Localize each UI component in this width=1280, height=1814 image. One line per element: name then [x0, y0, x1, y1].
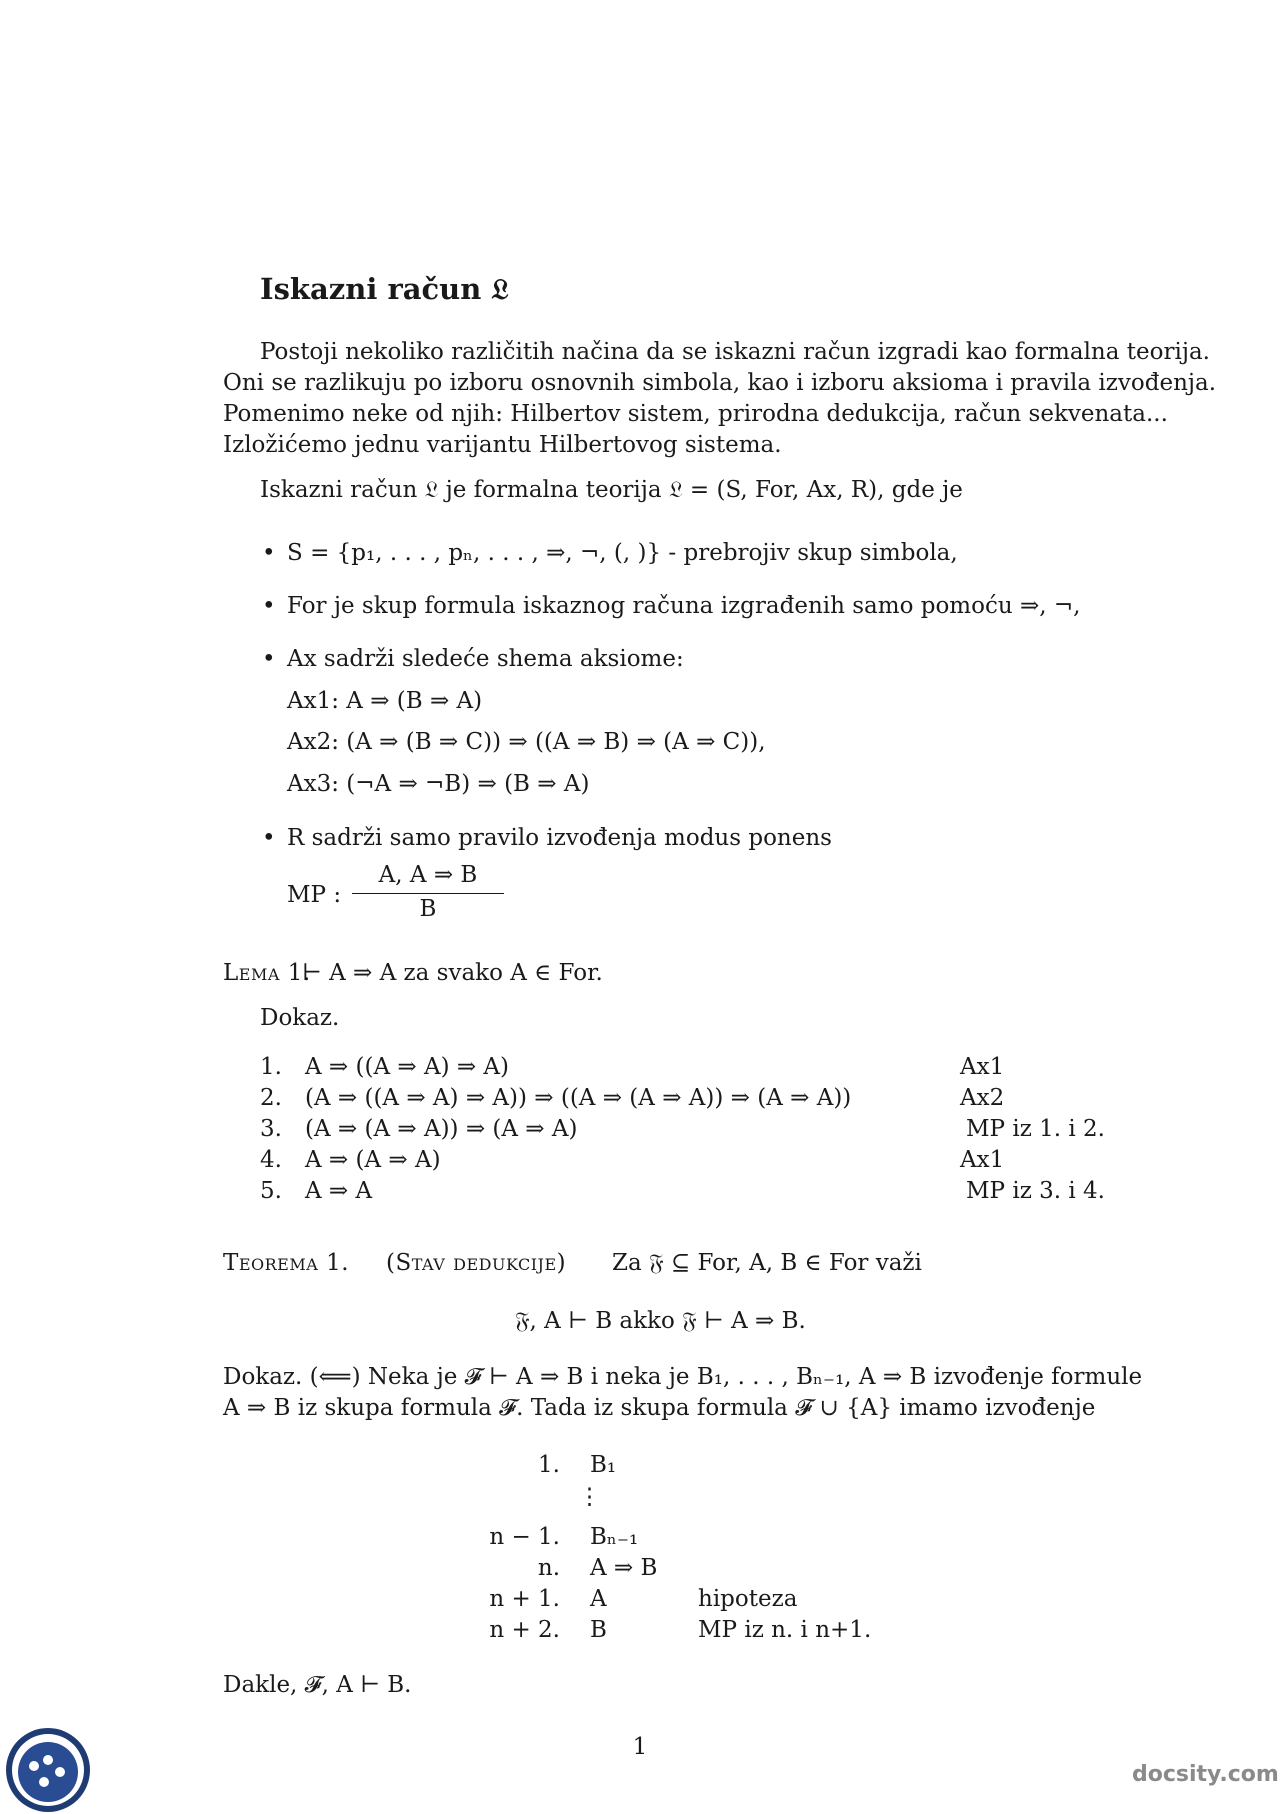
bullet-formulas: For je skup formula iskaznog računa izgrađenih samo pomoću ⇒, ¬, — [287, 593, 1081, 619]
proof-step-justification: MP iz 1. i 2. — [966, 1116, 1105, 1142]
proof-step-formula: A ⇒ A — [305, 1178, 373, 1204]
derivation-step-number: n + 2. — [489, 1617, 560, 1643]
bullet-axioms: Ax sadrži sledeće shema aksiome: — [287, 646, 684, 672]
theorem-display: 𝔉, A ⊢ B akko 𝔉 ⊢ A ⇒ B. — [515, 1308, 806, 1334]
proof-label: Dokaz. — [260, 1005, 340, 1031]
axiom-3: Ax3: (¬A ⇒ ¬B) ⇒ (B ⇒ A) — [287, 771, 590, 797]
proof-step-formula: A ⇒ ((A ⇒ A) ⇒ A) — [305, 1054, 510, 1080]
proof-step-justification: Ax2 — [960, 1085, 1005, 1111]
proof-step-formula: (A ⇒ (A ⇒ A)) ⇒ (A ⇒ A) — [305, 1116, 578, 1142]
derivation-step-justification: MP iz n. i n+1. — [698, 1617, 872, 1643]
derivation-step-number: 1. — [538, 1452, 560, 1478]
mp-label: MP : — [287, 882, 342, 908]
docsity-watermark: docsity.com — [1132, 1762, 1279, 1787]
derivation-step-number: n. — [537, 1555, 560, 1581]
section-title: Iskazni račun 𝔏 — [260, 272, 509, 306]
bullet-symbols: S = {p₁, . . . , pₙ, . . . , ⇒, ¬, (, )} - prebrojiv skup simbola, — [287, 540, 958, 566]
theorem-head: Teorema 1. — [223, 1250, 350, 1276]
proof-step-justification: MP iz 3. i 4. — [966, 1178, 1105, 1204]
axiom-2: Ax2: (A ⇒ (B ⇒ C)) ⇒ ((A ⇒ B) ⇒ (A ⇒ C)), — [287, 729, 766, 755]
theorem-name: (Stav dedukcije) — [386, 1250, 567, 1276]
derivation-step-formula: Bₙ₋₁ — [590, 1524, 639, 1550]
intro-line-2: Oni se razlikuju po izboru osnovnih simbola, kao i izboru aksioma i pravila izvođenja. — [223, 370, 1217, 396]
bullet-dot: • — [262, 825, 276, 851]
intro-line-4: Izložićemo jednu varijantu Hilbertovog sistema. — [223, 432, 782, 458]
proof2-line-2: A ⇒ B iz skupa formula 𝓕. Tada iz skupa formula 𝓕 ∪ {A} imamo izvođenje — [223, 1395, 1096, 1421]
mp-numerator: A, A ⇒ B — [352, 860, 504, 894]
proof-step-number: 4. — [260, 1147, 282, 1173]
proof2-line-1: Dokaz. (⟸) Neka je 𝓕 ⊢ A ⇒ B i neka je B₁, . . . , Bₙ₋₁, A ⇒ B izvođenje formule — [223, 1364, 1143, 1390]
definition-line: Iskazni račun 𝔏 je formalna teorija 𝔏 = (S, For, Ax, R), gde je — [260, 477, 963, 503]
proof-step-number: 3. — [260, 1116, 282, 1142]
lemma-text: ⊢ A ⇒ A za svako A ∈ For. — [302, 960, 603, 986]
intro-line-3: Pomenimo neke od njih: Hilbertov sistem, prirodna dedukcija, račun sekvenata... — [223, 401, 1168, 427]
axiom-1: Ax1: A ⇒ (B ⇒ A) — [287, 688, 483, 714]
derivation-step-formula: B₁ — [590, 1452, 617, 1478]
bullet-dot: • — [262, 540, 276, 566]
docsity-logo-icon — [4, 1726, 92, 1814]
derivation-ellipsis: ⋮ — [578, 1484, 601, 1510]
bullet-dot: • — [262, 593, 276, 619]
mp-denominator: B — [419, 896, 437, 922]
derivation-step-justification: hipoteza — [698, 1586, 798, 1612]
lemma-head: Lema 1. — [223, 960, 311, 986]
proof-step-formula: (A ⇒ ((A ⇒ A) ⇒ A)) ⇒ ((A ⇒ (A ⇒ A)) ⇒ (A ⇒ A)) — [305, 1085, 852, 1111]
proof2-conclusion: Dakle, 𝓕, A ⊢ B. — [223, 1672, 412, 1698]
intro-line-1: Postoji nekoliko različitih načina da se iskazni račun izgradi kao formalna teorija. — [260, 339, 1210, 365]
derivation-step-number: n + 1. — [489, 1586, 560, 1612]
proof-step-formula: A ⇒ (A ⇒ A) — [305, 1147, 441, 1173]
bullet-dot: • — [262, 646, 276, 672]
proof-step-justification: Ax1 — [960, 1147, 1005, 1173]
theorem-text: Za 𝔉 ⊆ For, A, B ∈ For važi — [612, 1250, 922, 1276]
mp-fraction — [352, 860, 504, 925]
bullet-rule: R sadrži samo pravilo izvođenja modus ponens — [287, 825, 832, 851]
page-number: 1 — [632, 1734, 648, 1760]
derivation-step-formula: A — [590, 1586, 607, 1612]
proof-step-justification: Ax1 — [960, 1054, 1005, 1080]
derivation-step-formula: A ⇒ B — [590, 1555, 658, 1581]
proof-step-number: 1. — [260, 1054, 282, 1080]
proof-step-number: 5. — [260, 1178, 282, 1204]
derivation-step-number: n − 1. — [489, 1524, 560, 1550]
derivation-step-formula: B — [590, 1617, 607, 1643]
proof-step-number: 2. — [260, 1085, 282, 1111]
